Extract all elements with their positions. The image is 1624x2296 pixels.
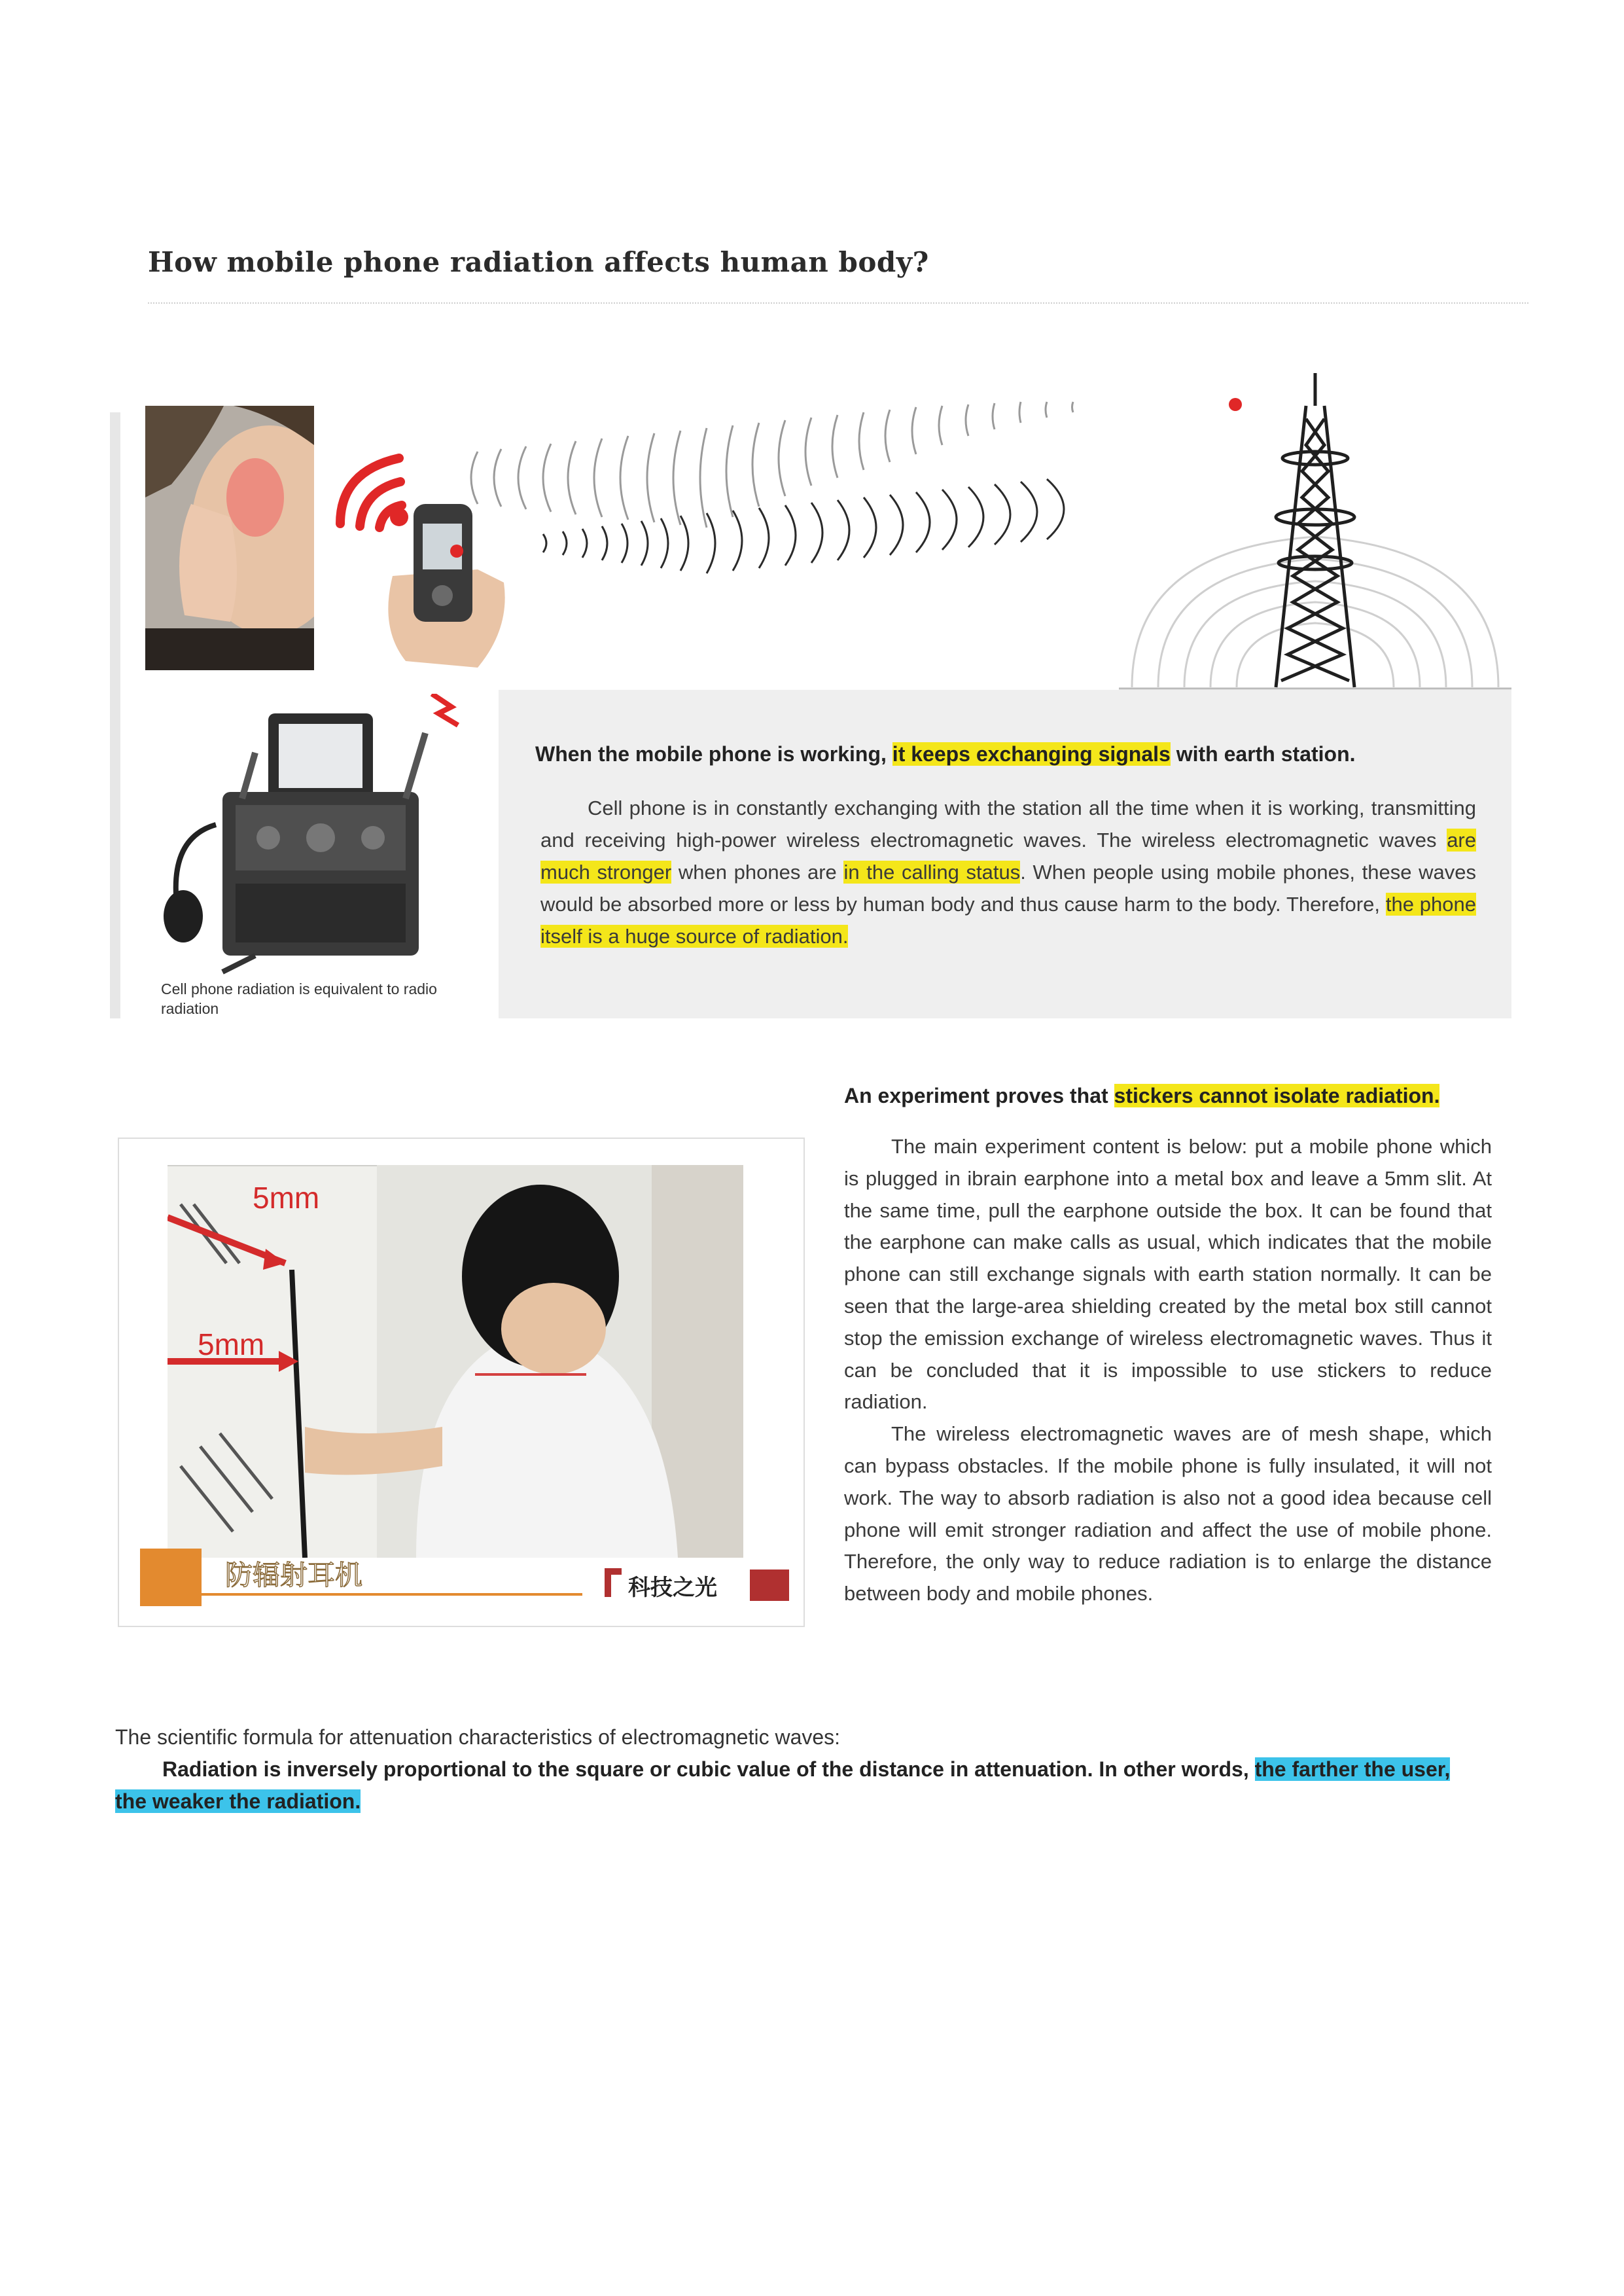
section1-body (540, 792, 1476, 952)
section1-heading-post: with earth station. (1176, 742, 1356, 766)
section1-highlight-stronger: are much stronger (540, 829, 1476, 884)
section2-body (844, 1131, 1492, 1610)
section1-heading-highlight: it keeps exchanging signals (892, 742, 1171, 766)
phone-user-photo (145, 406, 314, 670)
section2-para-2 (844, 1418, 1492, 1610)
section1-body-part1: Cell phone is in constantly exchanging with the station all the time when it is working, transmitting and receiving high-power wireless electromagnetic waves. The wireless electromagnetic waves (540, 797, 1476, 852)
photo-caption-line (202, 1593, 582, 1596)
title-divider (148, 302, 1528, 304)
section1-body-part3: . When people using mobile phones, these waves would be absorbed more or less by human body and thus cause harm to the body. Therefore, (540, 861, 1477, 916)
photo-caption-red-block (750, 1570, 789, 1601)
section2-heading-pre: An experiment proves that (844, 1084, 1108, 1107)
section1-highlight-source: the phone itself is a huge source of radiation. (540, 893, 1476, 948)
section2-para-2-text: The wireless electromagnetic waves are of mesh shape, which can bypass obstacles. If the mobile phone is fully insulated, it will not work. The way to absorb radiation is also not a good idea because cell phone will emit stronger radiation and affect the use of mobile phone. Therefore, the only way to reduce radiation is to enlarge the distance between body and mobile phones. (844, 1422, 1492, 1605)
section1-body-part2: when phones are (678, 861, 837, 884)
section3-bold-text: Radiation is inversely proportional to the square or cubic value of the distance in attenuation. In other words, (162, 1757, 1249, 1781)
section3-statement (115, 1753, 1463, 1818)
radio-device-photo (157, 694, 471, 975)
photo-caption-bracket-top (605, 1568, 622, 1575)
section3 (115, 1721, 1463, 1818)
left-accent-bar (110, 412, 120, 1018)
experiment-photo (168, 1165, 743, 1558)
section2-heading-highlight: stickers cannot isolate radiation. (1114, 1084, 1440, 1107)
section1-heading (535, 742, 1356, 766)
radio-caption: Cell phone radiation is equivalent to radio radiation (161, 980, 437, 1017)
photo-caption-left: 防辐射耳机 (225, 1559, 363, 1591)
section3-intro: The scientific formula for attenuation characteristics of electromagnetic waves: (115, 1725, 841, 1749)
section1-highlight-calling: in the calling status (843, 861, 1021, 884)
photo-caption-orange-block (140, 1549, 202, 1606)
section3-highlight: the farther the user, the weaker the radiation. (115, 1757, 1451, 1813)
section2-heading (844, 1084, 1439, 1108)
cell-tower-graphic (1112, 367, 1518, 694)
section1-heading-pre: When the mobile phone is working, (535, 742, 887, 766)
section2-para-1-text: The main experiment content is below: put a mobile phone which is plugged in ibrain earphone into a metal box and leave a 5mm slit. At the same time, pull the earphone outside the box. It can be found that the earphone can make calls as usual, which indicates that the mobile phone can still exchange signals with earth station normally. It can be seen that the large-area shielding created by the metal box still cannot stop the emission exchange of wireless electromagnetic waves. Thus it can be concluded that it is impossible to use stickers to reduce radiation. (844, 1135, 1492, 1414)
page-title: How mobile phone radiation affects human body? (148, 246, 929, 278)
photo-caption-right: 科技之光 (628, 1575, 717, 1601)
section2-para-1 (844, 1131, 1492, 1418)
slit-label-middle: 5mm (198, 1327, 265, 1361)
slit-label-top: 5mm (253, 1181, 320, 1215)
